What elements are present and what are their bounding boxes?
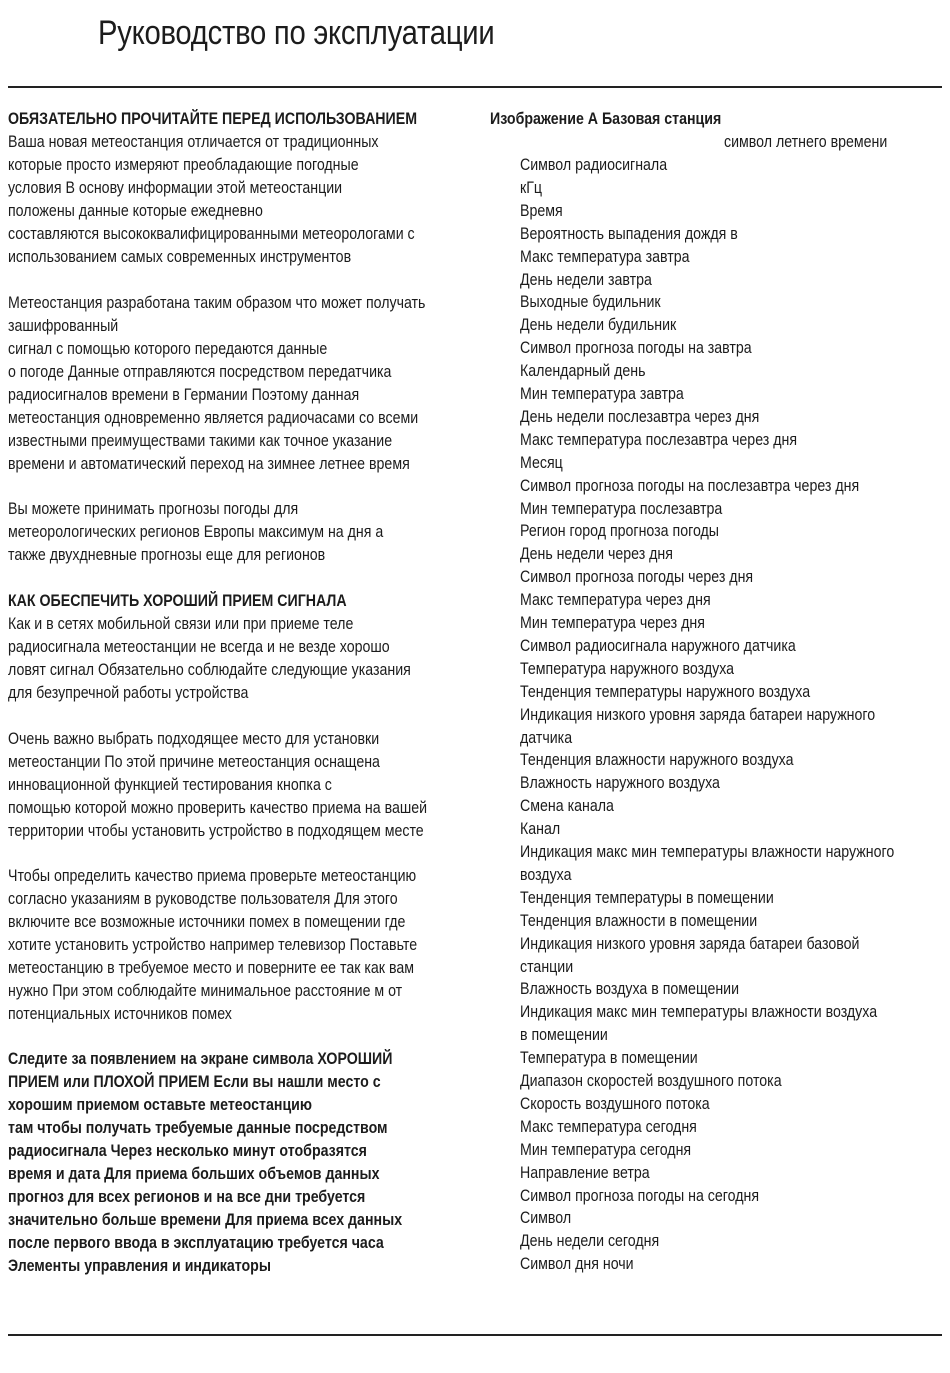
legend-item: Макс температура завтра: [520, 247, 690, 266]
legend-item: Диапазон скоростей воздушного потока: [520, 1072, 782, 1090]
bold-text-line: Элементы управления и индикаторы: [8, 1257, 271, 1275]
text-line: хотите установить устройство например телевизор Поставьте: [8, 936, 418, 954]
text-line: зашифрованный: [8, 317, 119, 335]
legend-item: Тенденция влажности в помещении: [520, 911, 758, 930]
text-line: метеостанция одновременно является радиочасами со всеми: [8, 409, 419, 427]
legend-item: День недели будильник: [520, 316, 677, 335]
legend-item: День недели сегодня: [520, 1232, 660, 1251]
section-heading-read-first: ОБЯЗАТЕЛЬНО ПРОЧИТАЙТЕ ПЕРЕД ИСПОЛЬЗОВАНИЕМ: [8, 110, 418, 128]
text-line: Как и в сетях мобильной связи или при приеме теле: [8, 615, 354, 633]
bold-text-line: хорошим приемом оставьте метеостанцию: [8, 1096, 313, 1114]
text-line: использованием самых современных инструментов: [8, 248, 352, 266]
legend-item: Символ радиосигнала: [520, 156, 668, 174]
legend-item: воздуха: [520, 865, 572, 884]
legend-item: День недели послезавтра через дня: [520, 407, 760, 426]
top-divider: [8, 86, 942, 88]
bold-text-line: ПРИЕМ или ПЛОХОЙ ПРИЕМ Если вы нашли место с: [8, 1073, 381, 1091]
legend-item: Символ дня ночи: [520, 1255, 634, 1274]
legend-item: кГц: [520, 178, 543, 197]
legend-item: Вероятность выпадения дождя в: [520, 224, 738, 243]
legend-item: Тенденция температуры наружного воздуха: [520, 682, 811, 701]
text-line: инновационной функцией тестирования кнопка с: [8, 776, 332, 794]
legend-item: Символ прогноза погоды через дня: [520, 568, 754, 587]
figure-a-heading: Изображение А Базовая станция: [490, 110, 722, 128]
text-line: составляются высококвалифицированными метеорологами с: [8, 225, 415, 243]
legend-item: Смена канала: [520, 797, 614, 816]
legend-item: Макс температура сегодня: [520, 1117, 697, 1136]
legend-item: Время: [520, 201, 563, 220]
legend-item: станции: [520, 957, 574, 976]
text-line: потенциальных источников помех: [8, 1005, 232, 1023]
legend-item: Направление ветра: [520, 1163, 650, 1182]
text-line: помощью которой можно проверить качество приема на вашей: [8, 799, 428, 817]
text-line: Ваша новая метеостанция отличается от традиционных: [8, 133, 379, 151]
legend-item: День недели завтра: [520, 270, 652, 289]
legend-item: Индикация макс мин температуры влажности наружного: [520, 843, 895, 861]
legend-item: Канал: [520, 820, 561, 839]
legend-item: Символ радиосигнала наружного датчика: [520, 636, 796, 655]
text-line: времени и автоматический переход на зимнее летнее время: [8, 455, 410, 473]
text-line: радиосигналов времени в Германии Поэтому данная: [8, 386, 360, 404]
legend-item: Индикация низкого уровня заряда батареи базовой: [520, 934, 860, 953]
text-line: которые просто измеряют преобладающие погодные: [8, 156, 359, 174]
text-line: Чтобы определить качество приема проверьте метеостанцию: [8, 867, 417, 885]
legend-item: Индикация низкого уровня заряда батареи наружного: [520, 705, 876, 724]
text-line: согласно указаниям в руководстве пользователя Для этого: [8, 890, 398, 908]
bold-text-line: Следите за появлением на экране символа ХОРОШИЙ: [8, 1050, 393, 1068]
legend-item: Календарный день: [520, 362, 646, 381]
legend-item: Месяц: [520, 453, 563, 472]
text-line: условия В основу информации этой метеостанции: [8, 179, 343, 197]
text-line: сигнал с помощью которого передаются данные: [8, 340, 328, 358]
legend-item: датчика: [520, 728, 573, 747]
legend-item: Символ прогноза погоды на сегодня: [520, 1186, 760, 1205]
text-line: метеостанцию в требуемое место и поверните ее так как вам: [8, 959, 415, 977]
bold-text-line: там чтобы получать требуемые данные посредством: [8, 1119, 388, 1137]
legend-item: Макс температура послезавтра через дня: [520, 430, 798, 449]
bold-text-line: значительно больше времени Для приема всех данных: [8, 1211, 403, 1229]
text-line: территории чтобы установить устройство в подходящем месте: [8, 822, 424, 840]
legend-item: Тенденция влажности наружного воздуха: [520, 751, 794, 770]
bold-text-line: время и дата Для приема больших объемов данных: [8, 1165, 380, 1183]
text-line: Вы можете принимать прогнозы погоды для: [8, 500, 299, 518]
section-heading-reception: КАК ОБЕСПЕЧИТЬ ХОРОШИЙ ПРИЕМ СИГНАЛА: [8, 592, 347, 610]
legend-item: Символ прогноза погоды на завтра: [520, 339, 752, 358]
text-line: известными преимуществами такими как точное указание: [8, 432, 393, 450]
bold-text-line: прогноз для всех регионов и на все дни требуется: [8, 1188, 366, 1206]
text-line: также двухдневные прогнозы еще для регионов: [8, 546, 326, 564]
text-line: о погоде Данные отправляются посредством передатчика: [8, 363, 392, 381]
text-line: положены данные которые ежедневно: [8, 202, 263, 220]
legend-item: Мин температура сегодня: [520, 1140, 692, 1159]
legend-item: День недели через дня: [520, 545, 673, 564]
text-line: включите все возможные источники помех в помещении где: [8, 913, 406, 931]
text-line: радиосигнала метеостанции не всегда и не везде хорошо: [8, 638, 390, 656]
legend-item: Температура в помещении: [520, 1049, 698, 1068]
text-line: метеорологических регионов Европы максимум на дня а: [8, 523, 384, 541]
bottom-divider: [8, 1334, 942, 1336]
summer-time-label: символ летнего времени: [724, 133, 888, 151]
legend-item: в помещении: [520, 1026, 608, 1045]
bold-text-line: радиосигнала Через несколько минут отобразятся: [8, 1142, 367, 1160]
legend-item: Мин температура через дня: [520, 614, 705, 632]
text-line: Очень важно выбрать подходящее место для установки: [8, 730, 380, 748]
legend-item: Влажность воздуха в помещении: [520, 980, 740, 999]
legend-item: Символ: [520, 1209, 572, 1228]
text-line: нужно При этом соблюдайте минимальное расстояние м от: [8, 982, 403, 1000]
bold-text-line: после первого ввода в эксплуатацию требуется часа: [8, 1234, 384, 1252]
legend-item: Влажность наружного воздуха: [520, 774, 720, 793]
text-line: метеостанции По этой причине метеостанция оснащена: [8, 753, 380, 771]
legend-item: Выходные будильник: [520, 293, 661, 312]
text-line: для безупречной работы устройства: [8, 684, 249, 702]
legend-item: Температура наружного воздуха: [520, 659, 735, 678]
legend-item: Тенденция температуры в помещении: [520, 888, 774, 907]
legend-item: Макс температура через дня: [520, 591, 711, 610]
page-title: Руководство по эксплуатации: [98, 14, 495, 52]
text-line: ловят сигнал Обязательно соблюдайте следующие указания: [8, 661, 411, 679]
legend-item: Индикация макс мин температуры влажности воздуха: [520, 1003, 878, 1022]
legend-item: Регион город прогноза погоды: [520, 522, 720, 541]
text-line: Метеостанция разработана таким образом что может получать: [8, 294, 426, 312]
legend-item: Мин температура завтра: [520, 385, 684, 403]
legend-item: Символ прогноза погоды на послезавтра через дня: [520, 476, 860, 495]
legend-item: Скорость воздушного потока: [520, 1094, 710, 1113]
legend-item: Мин температура послезавтра: [520, 499, 723, 518]
